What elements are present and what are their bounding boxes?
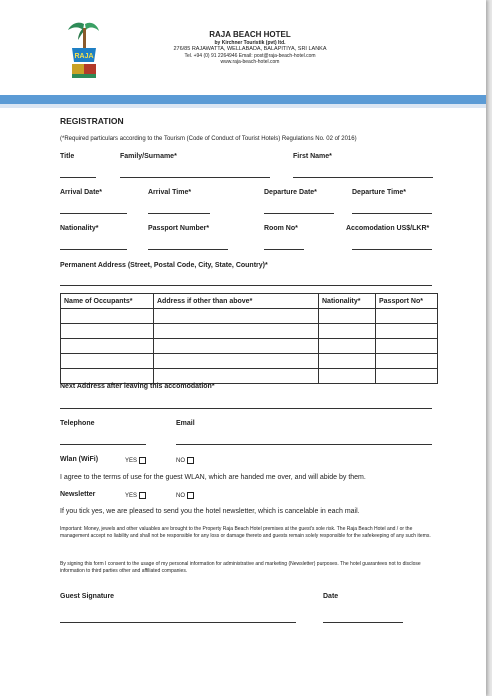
label-arrival-time: Arrival Time* xyxy=(148,189,192,196)
wlan-no-label: NO xyxy=(176,458,185,465)
table-cell[interactable] xyxy=(376,324,438,339)
label-telephone: Telephone xyxy=(60,420,95,427)
occupants-header-row xyxy=(61,294,438,309)
label-arrival-date: Arrival Date* xyxy=(60,189,103,196)
header-band-light xyxy=(0,104,486,108)
hotel-company: by Kirchner Touristik (pvt) ltd. xyxy=(214,40,286,46)
field-next-address[interactable] xyxy=(60,408,432,409)
hotel-website: www.raja-beach-hotel.com xyxy=(220,59,280,66)
wlan-no-option[interactable] xyxy=(176,457,194,464)
table-cell[interactable] xyxy=(61,369,154,384)
field-departure-date[interactable] xyxy=(264,213,334,214)
field-email[interactable] xyxy=(176,444,432,445)
hotel-logo xyxy=(62,18,104,82)
table-cell[interactable] xyxy=(154,354,319,369)
table-row xyxy=(61,309,438,324)
label-departure-date: Departure Date* xyxy=(264,189,317,196)
field-accommodation[interactable] xyxy=(352,249,432,250)
important-note: Important: Money, jewels and other valuables are brought to the Property Raja Beach Hotel premises at the guest's sole risk. The Raja Beach Hotel and / or the management accept no liability and shall not be responsible for any loss or damage thereto and guests remain solely responsible for the safekeeping of any such items. xyxy=(60,526,431,540)
label-room: Room No* xyxy=(264,225,298,232)
field-passport[interactable] xyxy=(148,249,228,250)
newsletter-yes-label: YES xyxy=(125,493,138,500)
col-passport: Passport No* xyxy=(376,294,438,309)
wlan-no-checkbox[interactable] xyxy=(187,457,194,464)
field-nationality[interactable] xyxy=(60,249,127,250)
label-accommodation: Accomodation US$/LKR* xyxy=(346,225,430,232)
col-nationality: Nationality* xyxy=(319,294,376,309)
table-cell[interactable] xyxy=(61,309,154,324)
label-email: Email xyxy=(176,420,195,427)
table-cell[interactable] xyxy=(319,309,376,324)
table-cell[interactable] xyxy=(376,354,438,369)
hotel-contact: Tel. +94 (0) 91 2264946 Email: post@raja-beach-hotel.com xyxy=(184,53,316,60)
field-guest-signature[interactable] xyxy=(60,622,296,623)
field-arrival-date[interactable] xyxy=(60,213,127,214)
table-cell[interactable] xyxy=(154,339,319,354)
header-band xyxy=(0,95,486,104)
occupants-table xyxy=(60,293,438,384)
hotel-name: RAJA BEACH HOTEL xyxy=(209,30,291,39)
table-cell[interactable] xyxy=(319,324,376,339)
field-date[interactable] xyxy=(323,622,403,623)
table-cell[interactable] xyxy=(61,339,154,354)
label-passport: Passport Number* xyxy=(148,225,210,232)
form-subtitle: (*Required particulars according to the Tourism (Code of Conduct of Tourist Hotels) Regulations No. 02 of 2016) xyxy=(60,136,357,142)
hotel-header xyxy=(170,30,330,66)
table-cell[interactable] xyxy=(154,309,319,324)
table-row xyxy=(61,324,438,339)
col-name: Name of Occupants* xyxy=(61,294,154,309)
label-departure-time: Departure Time* xyxy=(352,189,406,196)
table-cell[interactable] xyxy=(319,369,376,384)
table-cell[interactable] xyxy=(376,339,438,354)
label-family: Family/Surname* xyxy=(120,153,177,160)
table-cell[interactable] xyxy=(154,324,319,339)
hotel-address: 276/85 RAJAWATTA, WELLABADA, BALAPITIYA, SRI LANKA xyxy=(173,46,327,53)
wlan-yes-option[interactable] xyxy=(125,457,146,464)
field-room[interactable] xyxy=(264,249,304,250)
field-title[interactable] xyxy=(60,177,96,178)
table-cell[interactable] xyxy=(376,369,438,384)
wlan-agreement: I agree to the terms of use for the guest WLAN, which are handed me over, and will abide by them. xyxy=(60,474,366,481)
label-nationality: Nationality* xyxy=(60,225,99,232)
label-newsletter: Newsletter xyxy=(60,491,96,498)
newsletter-no-option[interactable] xyxy=(176,492,194,499)
field-telephone[interactable] xyxy=(60,444,146,445)
table-row xyxy=(61,354,438,369)
label-wlan: Wlan (WiFi) xyxy=(60,456,99,463)
label-next-address: Next Address after leaving this accomodation* xyxy=(60,383,215,390)
col-address: Address if other than above* xyxy=(154,294,319,309)
table-cell[interactable] xyxy=(61,324,154,339)
label-permanent-address: Permanent Address (Street, Postal Code, City, State, Country)* xyxy=(60,262,268,269)
newsletter-no-label: NO xyxy=(176,493,185,500)
table-cell[interactable] xyxy=(61,354,154,369)
table-row xyxy=(61,369,438,384)
wlan-yes-label: YES xyxy=(125,458,138,465)
label-first-name: First Name* xyxy=(293,153,332,160)
label-date: Date xyxy=(323,593,339,600)
table-cell[interactable] xyxy=(319,339,376,354)
logo-text: RAJA xyxy=(74,53,94,60)
field-first-name[interactable] xyxy=(293,177,433,178)
newsletter-no-checkbox[interactable] xyxy=(187,492,194,499)
field-family[interactable] xyxy=(120,177,270,178)
form-title: REGISTRATION xyxy=(60,116,124,126)
table-row xyxy=(61,339,438,354)
label-guest-signature: Guest Signature xyxy=(60,593,115,600)
table-cell[interactable] xyxy=(319,354,376,369)
table-cell[interactable] xyxy=(376,309,438,324)
consent-note: By signing this form I consent to the usage of my personal information for administrative and marketing (Newsletter) purposes. The hotel guarantees not to disclose information to third parties other and affiliated companies. xyxy=(60,561,421,575)
newsletter-yes-option[interactable] xyxy=(125,492,146,499)
field-arrival-time[interactable] xyxy=(148,213,210,214)
wlan-yes-checkbox[interactable] xyxy=(139,457,146,464)
field-permanent-address[interactable] xyxy=(60,285,432,286)
newsletter-note: If you tick yes, we are pleased to send you the hotel newsletter, which is cancelable in each mail. xyxy=(60,508,360,515)
table-cell[interactable] xyxy=(154,369,319,384)
label-title: Title xyxy=(60,153,75,160)
newsletter-yes-checkbox[interactable] xyxy=(139,492,146,499)
field-departure-time[interactable] xyxy=(352,213,432,214)
